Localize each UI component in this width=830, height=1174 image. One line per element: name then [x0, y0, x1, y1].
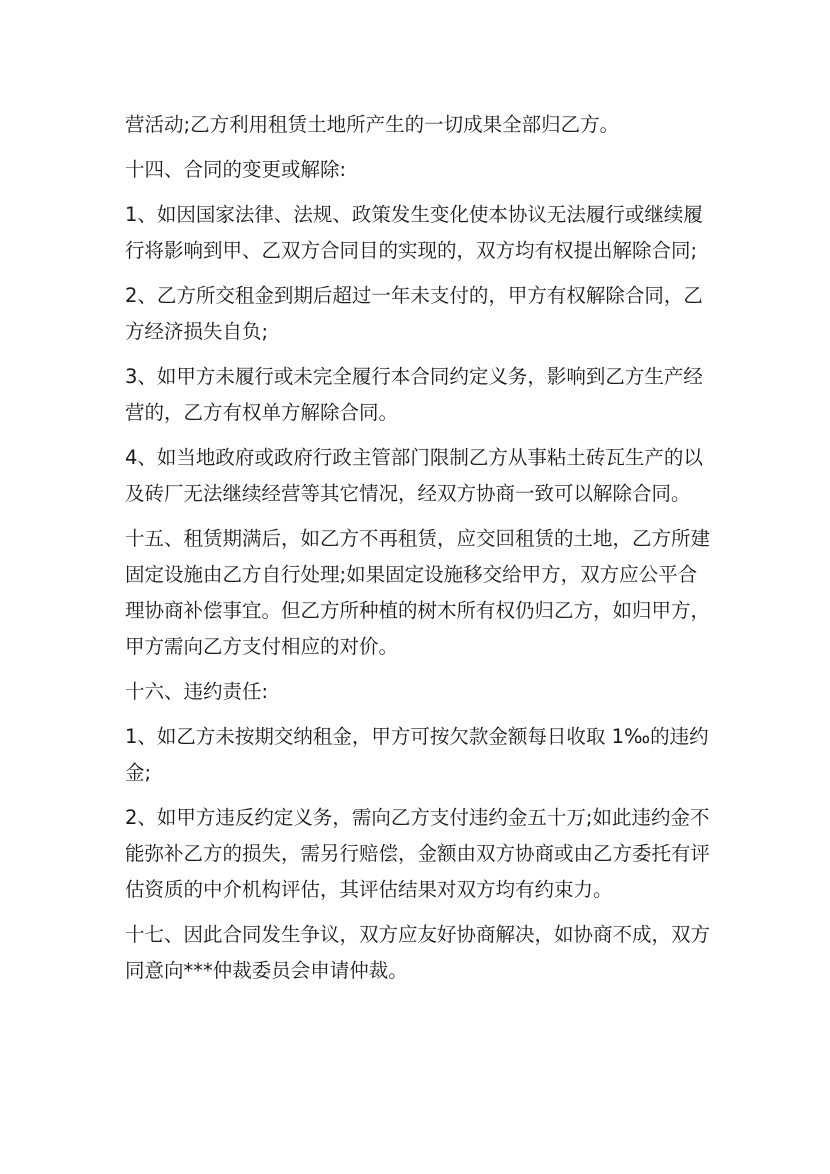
paragraph-line: 方经济损失自负; [125, 320, 269, 343]
contract-paragraph [125, 917, 725, 989]
contract-paragraph [125, 359, 725, 431]
paragraph-line: 理协商补偿事宜。但乙方所种植的树木所有权仍归乙方，如归甲方， [125, 599, 711, 622]
paragraph-line: 2、如甲方违反约定义务，需向乙方支付违约金五十万;如此违约金不 [125, 806, 710, 829]
paragraph-line: 1、如乙方未按期交纳租金，甲方可按欠款金额每日收取 1‰的违约 [125, 725, 709, 748]
contract-paragraph [125, 800, 725, 908]
paragraph-line: 行将影响到甲、乙双方合同目的实现的，双方均有权提出解除合同; [125, 239, 698, 262]
paragraph-line: 及砖厂无法继续经营等其它情况，经双方协商一致可以解除合同。 [125, 482, 691, 505]
paragraph-line: 十六、违约责任: [125, 680, 269, 703]
paragraph-line: 同意向***仲裁委员会申请仲裁。 [125, 959, 408, 982]
paragraph-line: 十五、租赁期满后，如乙方不再租赁，应交回租赁的土地，乙方所建 [125, 527, 711, 550]
contract-paragraph [125, 197, 725, 269]
paragraph-line: 十七、因此合同发生争议，双方应友好协商解决，如协商不成，双方 [125, 923, 711, 946]
paragraph-line: 1、如因国家法律、法规、政策发生变化使本协议无法履行或继续履 [125, 203, 703, 226]
paragraph-line: 2、乙方所交租金到期后超过一年未支付的，甲方有权解除合同，乙 [125, 284, 703, 307]
contract-paragraph [125, 719, 725, 791]
paragraph-line: 十四、合同的变更或解除: [125, 158, 347, 181]
paragraph-line: 4、如当地政府或政府行政主管部门限制乙方从事粘土砖瓦生产的以 [125, 446, 703, 469]
contract-paragraph [125, 152, 725, 188]
contract-paragraph [125, 521, 725, 665]
contract-paragraph [125, 278, 725, 350]
paragraph-line: 营活动;乙方利用租赁土地所产生的一切成果全部归乙方。 [125, 113, 620, 136]
paragraph-line: 估资质的中介机构评估，其评估结果对双方均有约束力。 [125, 878, 613, 901]
contract-paragraph [125, 107, 725, 143]
paragraph-line: 固定设施由乙方自行处理;如果固定设施移交给甲方，双方应公平合 [125, 563, 698, 586]
paragraph-line: 能弥补乙方的损失，需另行赔偿，金额由双方协商或由乙方委托有评 [125, 842, 711, 865]
contract-body [125, 107, 725, 998]
contract-paragraph [125, 674, 725, 710]
paragraph-line: 3、如甲方未履行或未完全履行本合同约定义务，影响到乙方生产经 [125, 365, 703, 388]
contract-paragraph [125, 440, 725, 512]
paragraph-line: 营的，乙方有权单方解除合同。 [125, 401, 399, 424]
paragraph-line: 甲方需向乙方支付相应的对价。 [125, 635, 399, 658]
paragraph-line: 金; [125, 761, 152, 784]
